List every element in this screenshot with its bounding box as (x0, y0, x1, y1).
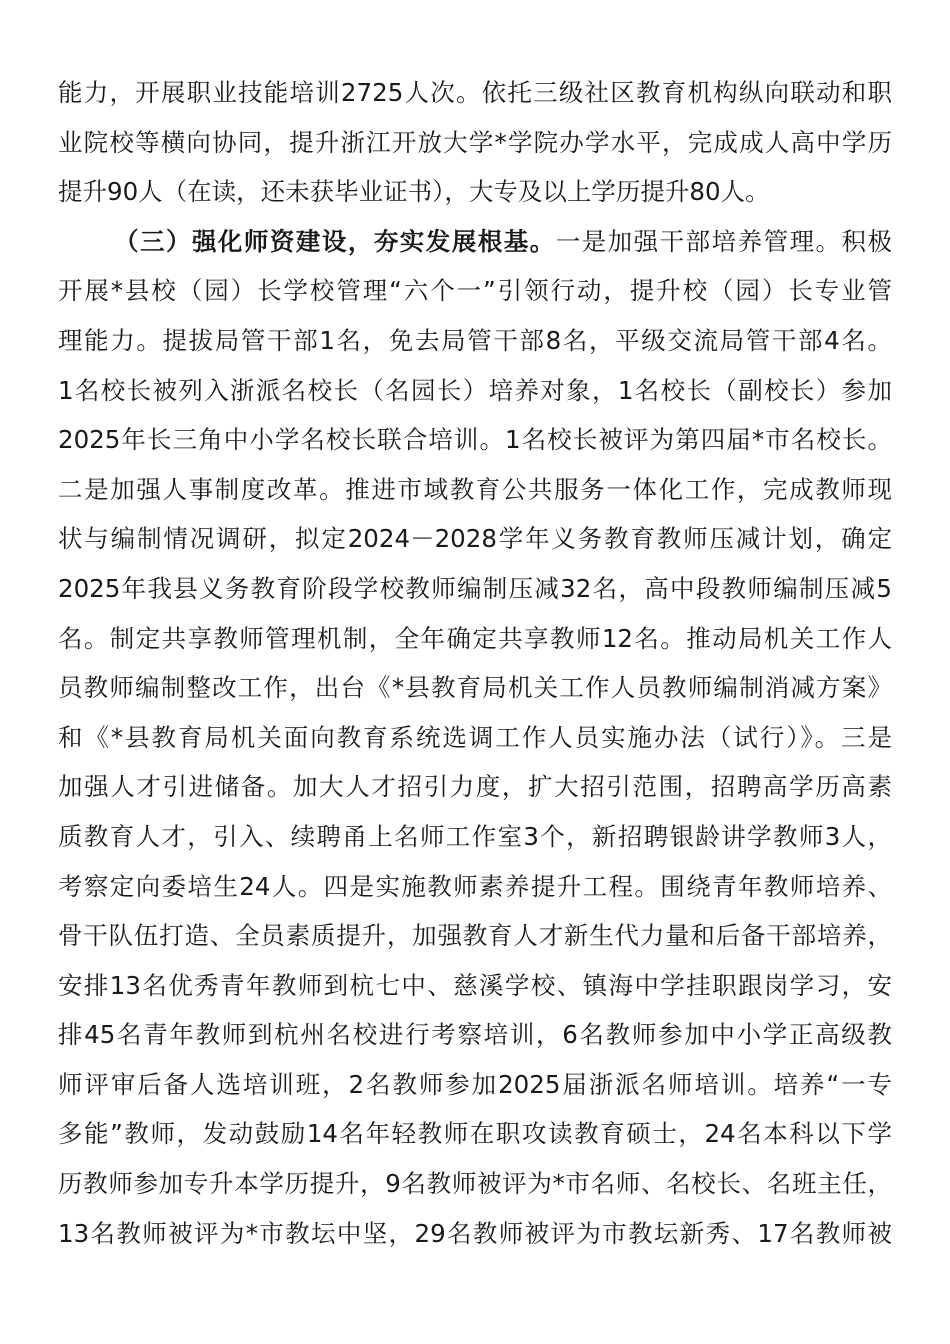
section-heading: （三）强化师资建设，夯实发展根基。 (114, 226, 556, 256)
text-line-18: 骨干队伍打造、全员素质提升，加强教育人才新生代力量和后备干部培养， (58, 921, 892, 951)
text-line-19: 安排13名优秀青年教师到杭七中、慈溪学校、镇海中学挂职跟岗学习，安 (58, 970, 892, 1000)
document-body (58, 68, 892, 1258)
text-line-10: 状与编制情况调研，拟定2024－2028学年义务教育教师压减计划，确定 (58, 524, 892, 554)
text-line-23: 历教师参加专升本学历提升，9名教师被评为*市名师、名校长、名班主任， (58, 1169, 892, 1199)
text-line-1: 能力，开展职业技能培训2725人次。依托三级社区教育机构纵向联动和职 (58, 78, 892, 107)
section-heading-line (58, 217, 892, 267)
text-line-15: 加强人才引进储备。加大人才招引力度，扩大招引范围，招聘高学历高素 (58, 772, 892, 802)
text-line-14: 和《*县教育局机关面向教育系统选调工作人员实施办法（试行）》。三是 (58, 722, 892, 752)
section-lead-text: 一是加强干部培养管理。积极 (555, 226, 892, 256)
text-line-24: 13名教师被评为*市教坛中坚，29名教师被评为市教坛新秀、17名教师被 (58, 1218, 892, 1248)
text-line-3: 提升90人（在读，还未获毕业证书），大专及以上学历提升80人。 (58, 177, 770, 207)
text-line-13: 员教师编制整改工作，出台《*县教育局机关工作人员教师编制消减方案》 (58, 673, 892, 703)
text-line-8: 2025年长三角中小学名校长联合培训。1名校长被评为第四届*市名校长。 (58, 425, 892, 455)
text-line-21: 师评审后备人选培训班，2名教师参加2025届浙派名师培训。培养“一专 (58, 1069, 892, 1099)
text-line-12: 名。制定共享教师管理机制，全年确定共享教师12名。推动局机关工作人 (58, 623, 892, 653)
text-line-9: 二是加强人事制度改革。推进市域教育公共服务一体化工作，完成教师现 (58, 474, 892, 504)
text-line-20: 排45名青年教师到杭州名校进行考察培训，6名教师参加中小学正高级教 (58, 1020, 892, 1050)
text-line-2: 业院校等横向协同，提升浙江开放大学*学院办学水平，完成成人高中学历 (58, 127, 892, 157)
text-line-11: 2025年我县义务教育阶段学校教师编制压减32名，高中段教师编制压减5 (58, 573, 892, 603)
text-line-7: 1名校长被列入浙派名校长（名园长）培养对象，1名校长（副校长）参加 (58, 375, 892, 405)
text-line-22: 多能”教师，发动鼓励14名年轻教师在职攻读教育硕士，24名本科以下学 (58, 1119, 892, 1149)
text-line-5: 开展*县校（园）长学校管理“六个一”引领行动，提升校（园）长专业管 (58, 276, 892, 306)
text-line-16: 质教育人才，引入、续聘甬上名师工作室3个，新招聘银龄讲学教师3人， (58, 821, 892, 851)
text-line-6: 理能力。提拔局管干部1名，免去局管干部8名，平级交流局管干部4名。 (58, 325, 892, 355)
text-line-17: 考察定向委培生24人。四是实施教师素养提升工程。围绕青年教师培养、 (58, 871, 892, 901)
